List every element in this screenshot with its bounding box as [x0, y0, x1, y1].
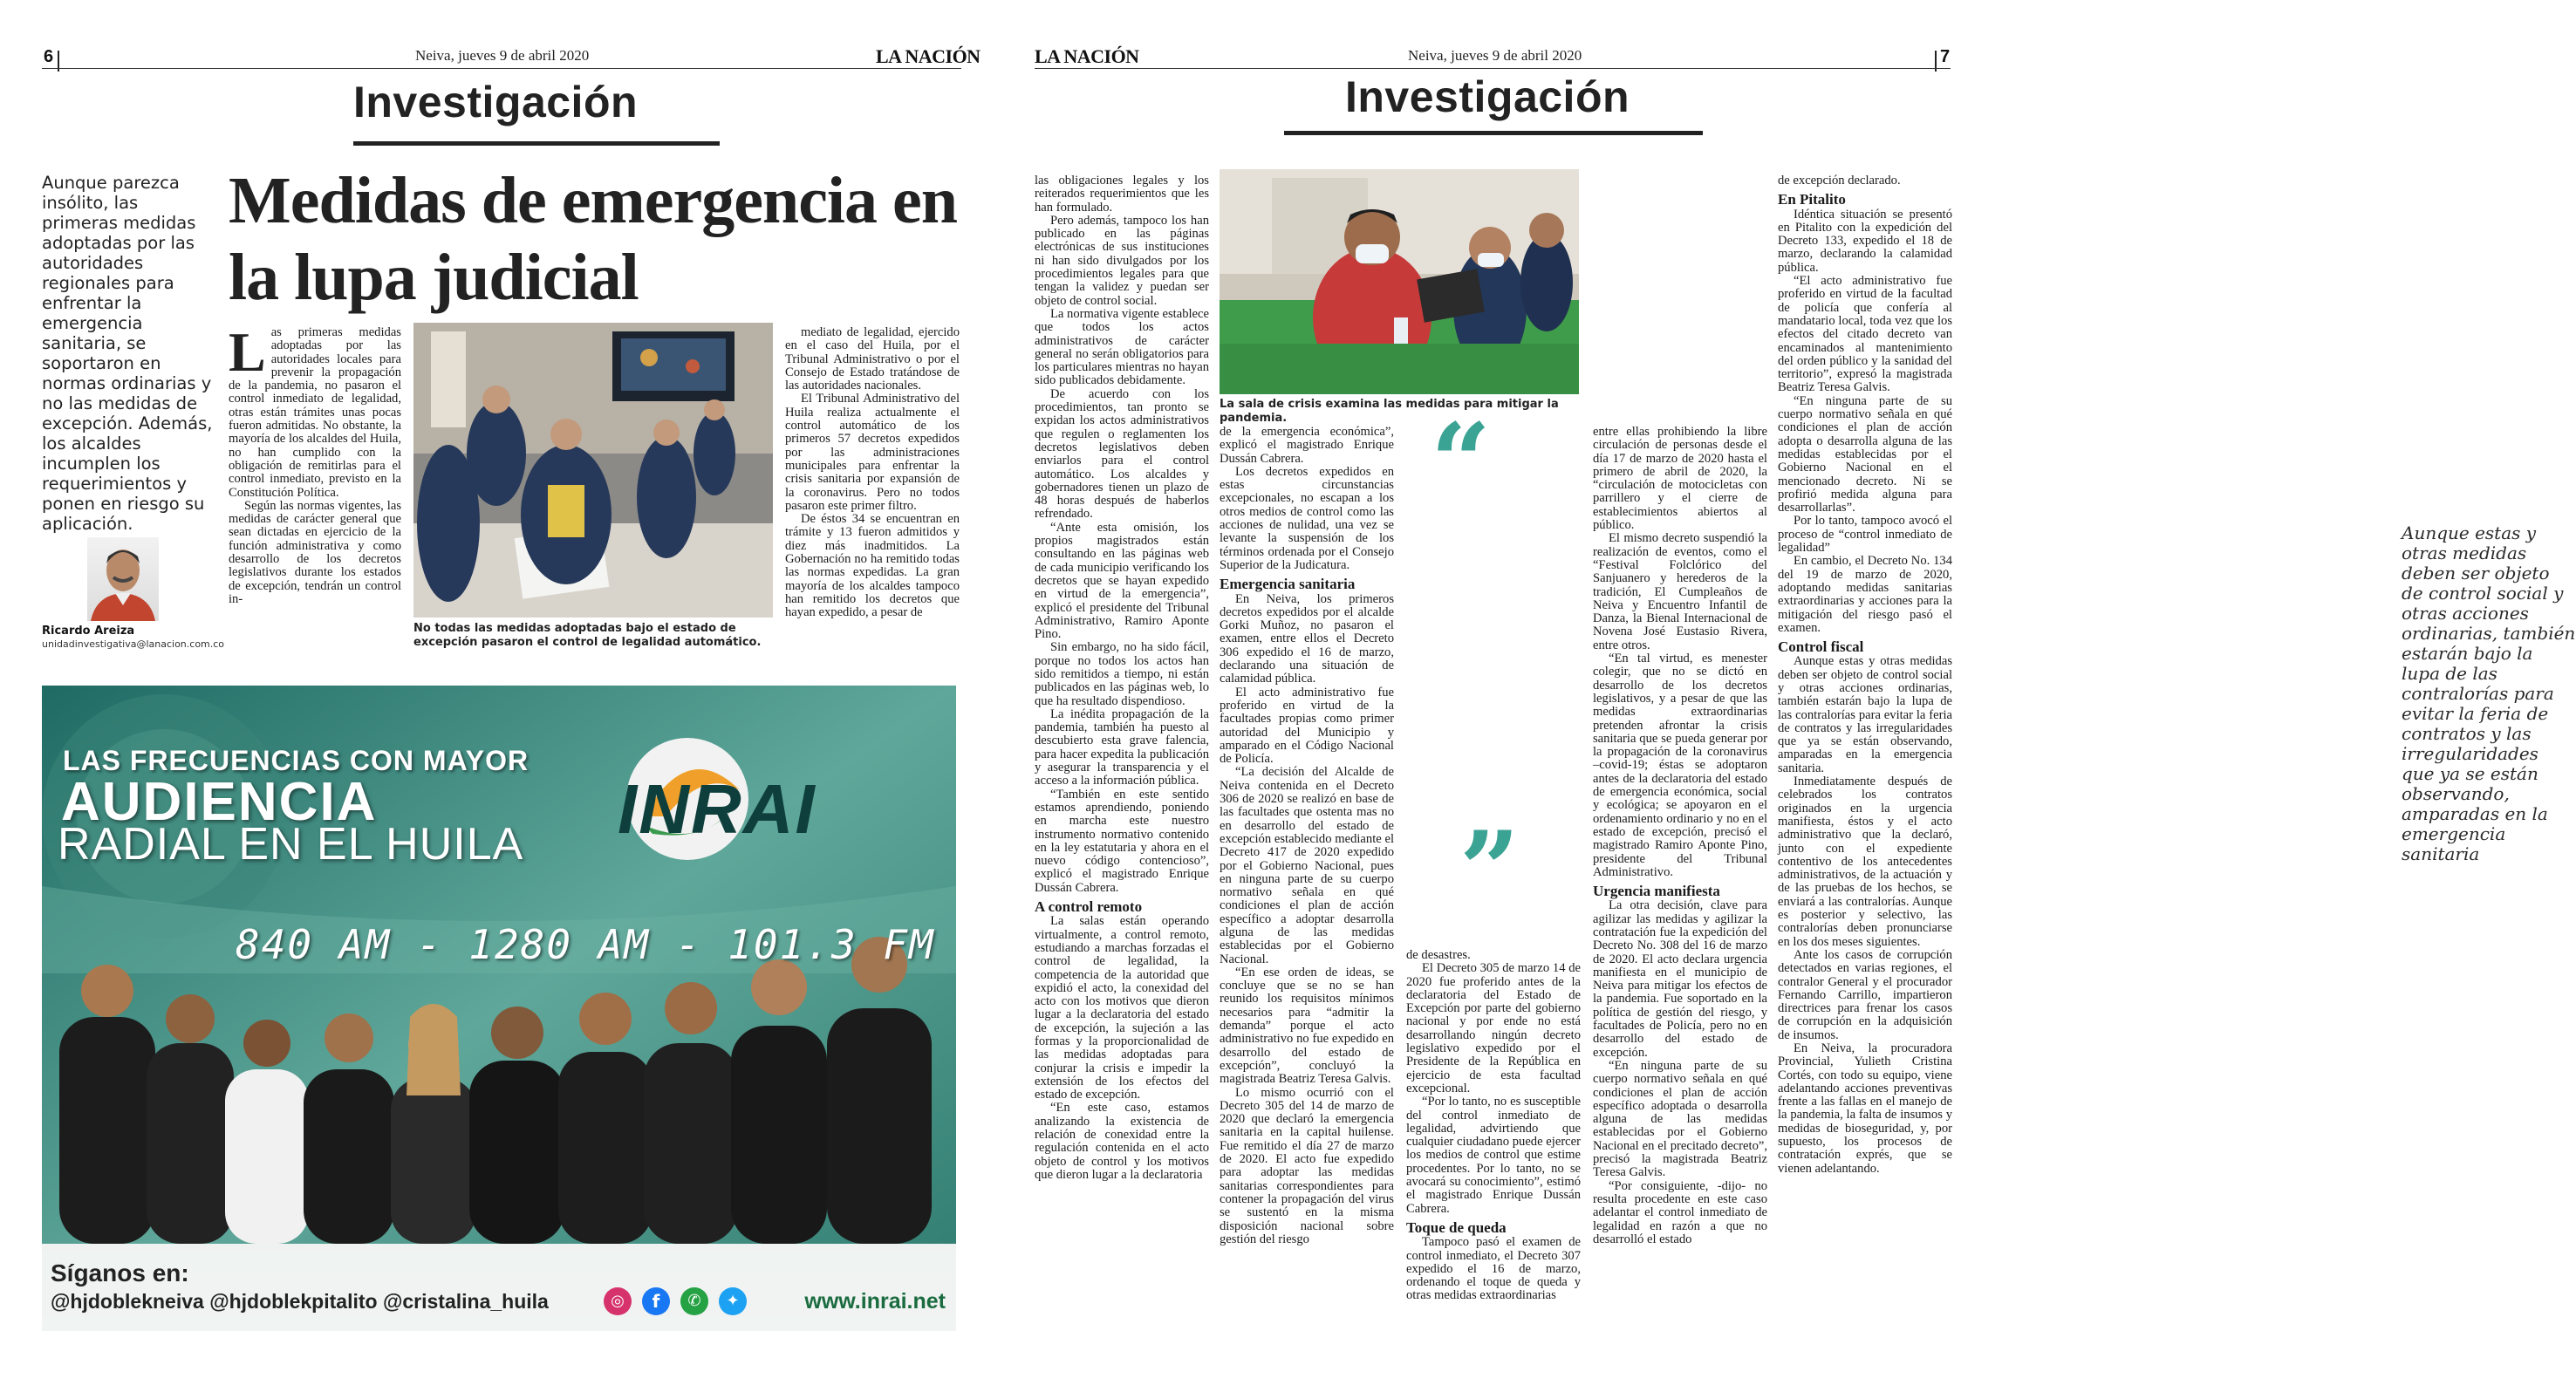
twitter-icon: ✦ [719, 1287, 747, 1315]
left-page [0, 0, 994, 1399]
body-column-1 [229, 321, 401, 656]
body-column-3 [1406, 949, 1581, 1352]
paragraph: El acto administrativo fue proferido en virtud de la facultades propias como primer autoridad del Municipio y amparado en el Código Nacional de Policía. [1220, 685, 1394, 767]
paragraph: de la emergencia económica”, explicó el magistrado Enrique Dussán Cabrera. [1220, 425, 1394, 466]
close-quote-mark: ” [1459, 809, 1520, 932]
article-headline: Medidas de emergencia en la lupa judicial [229, 164, 958, 314]
paragraph: “En ninguna parte de su cuerpo normativo señala en qué condiciones el plan de acción específico adoptada o desarrolla alguna de las medidas establecidas por el Gobierno Nacional en el precitado decreto”, precisó la magistrada Beatriz Teresa Galvis. [1593, 1058, 1767, 1180]
ad-line-1: LAS FRECUENCIAS CON MAYOR [63, 745, 530, 776]
paragraph: “En este caso, estamos analizando la existencia de relación de conexidad entre la regulación contenida en el acto objeto de control y los motivos que dieron lugar a la declaratoria [1035, 1101, 1209, 1182]
subheading: Control fiscal [1778, 638, 1864, 656]
ad-footer-band [42, 1244, 956, 1331]
subheading: A control remoto [1035, 898, 1143, 916]
open-quote-mark: “ [1431, 400, 1492, 523]
ad-website-url: www.inrai.net [804, 1289, 946, 1314]
dateline: Neiva, jueves 9 de abril 2020 [1408, 47, 1582, 64]
paragraph: Los decretos expedidos en estas circunstancias excepcionales, no escapan a los otros medios de control como las acciones de nulidad, una vez se levante la suspensión de los términos ordenada por el Consejo Superior de la Judicatura. [1220, 464, 1394, 572]
paragraph: Lo mismo ocurrió con el Decreto 305 del 14 de marzo de 2020 que declaró la emergencia sanitaria en la capital huilense. Fue remitido el día 27 de marzo de 2020. El acto fue expedido para adoptar las medidas sanitarias correspondientes para contener la propagación del virus se sustentó en la misma disposición nacional sobre gestión del riesgo [1220, 1085, 1394, 1246]
subheading: Toque de queda [1406, 1218, 1507, 1236]
paragraph: Tampoco pasó el examen de control inmediato, el Decreto 307 expedido el 16 de marzo, ordenando el toque de queda y otras medidas extraordinarias [1406, 1235, 1581, 1303]
page-number: 7 [1940, 47, 1951, 66]
paragraph: Por lo tanto, tampoco avocó el proceso de “control inmediato de legalidad” [1778, 514, 1952, 556]
paragraph: “Por consiguiente, -dijo- no resulta procedente en este caso adelantar el control inmediato de legalidad en razón a que no desarrolló el estado [1593, 1178, 1767, 1246]
paragraph: El Tribunal Administrativo del Huila realiza actualmente el control automático de los primeros 57 decretos expedidos por las administraciones municipales para enfrentar la crisis sanitaria por expansión de la coronavirus. Pero no todos pasaron este primer filtro. [785, 392, 960, 513]
paragraph: La otra decisión, clave para agilizar las medidas y agilizar la contratación fue la expedición del Decreto No. 308 del 16 de marzo de 2020. El acto declara urgencia manifiesta en el municipio de Neiva para mitigar los efectos de la pandemia. Fue soportado en la política de gestión del riesgo, y facultades de Policía, pero no en desarrollo del estado de excepción. [1593, 898, 1767, 1060]
subheading: Urgencia manifiesta [1593, 883, 1720, 900]
paragraph: de excepción declarado. [1778, 174, 1901, 188]
facebook-icon: f [642, 1287, 670, 1315]
instagram-icon: ◎ [604, 1287, 632, 1315]
header-rule [42, 68, 961, 69]
body-column-2 [1220, 426, 1394, 1352]
author-photo [87, 537, 159, 621]
ad-line-2: AUDIENCIA [61, 772, 378, 832]
body-column-2 [785, 326, 960, 656]
paragraph: Según las normas vigentes, las medidas de carácter general que sean dictadas en ejercicio de la función administrativa y como desarrollo de los decretos legislativos durante los estados de excepción, tendrán un control in- [229, 498, 401, 606]
section-title: Investigación [353, 78, 639, 126]
paragraph: Idéntica situación se presentó en Pitalito con la expedición del Decreto 133, expedido el 18 de marzo, declarando la calamidad pública. [1778, 207, 1952, 275]
author-email: unidadinvestigativa@lanacion.com.co [42, 638, 225, 650]
whatsapp-icon: ✆ [680, 1287, 708, 1315]
section-title: Investigación [1345, 72, 1630, 121]
photo-caption: La sala de crisis examina las medidas para mitigar la pandemia. [1220, 398, 1559, 425]
paragraph: “Por lo tanto, no es susceptible del control inmediato de legalidad, advirtiendo que cualquier ciudadano puede ejercer los medios de control que estime procedentes. Por lo tanto, no se avocará su conocimiento”, estimó el magistrado Enrique Dussán Cabrera. [1406, 1095, 1581, 1216]
radio-advertisement [42, 686, 956, 1331]
ad-brand-logo: INRAI [618, 770, 817, 848]
author-name: Ricardo Areiza [42, 624, 135, 638]
article-deck: Aunque parezca insólito, las primeras medidas adoptadas por las autoridades regionales para enfrentar la emergencia sanitaria, se soportaron en normas ordinarias y no las medidas de excepción. Además, los alcaldes incumplen los requerimientos y ponen en riesgo su aplicación. [42, 173, 213, 534]
paragraph: Pero además, tampoco los han publicado en las páginas electrónicas de sus instituciones ni han sido divulgados por los procedimientos legales para que tengan la validez y puedan ser objeto de control social. [1035, 213, 1209, 308]
crisis-room-photo [413, 323, 773, 618]
header-rule [1035, 68, 1951, 69]
body-column-1 [1035, 174, 1209, 1352]
paragraph: En cambio, el Decreto No. 134 del 19 de marzo de 2020, adoptando medidas sanitarias extraordinarias y acciones para la mitigación del riesgo pasó el examen. [1778, 554, 1952, 635]
paragraph: “Ante esta omisión, los propios magistrados están consultando en las páginas web de cada municipio verificando los decretos que se hayan expedido en virtud de la emergencia”, explicó el presidente del Tribunal Administrativo, Ramiro Aponte Pino. [1035, 520, 1209, 642]
dateline: Neiva, jueves 9 de abril 2020 [415, 47, 590, 64]
paragraph: De acuerdo con los procedimientos, tan pronto se expidan los actos administrativos que regulen o reglamenten los decretos legislativos deben enviarlos para el control automático. Los alcaldes y gobernadores tienen un plazo de 48 horas después de haberlos refrendado. [1035, 386, 1209, 522]
paragraph: mediato de legalidad, ejercido en el caso del Huila, por el Tribunal Administrativo o por el Consejo de Estado tratándose de las autoridades nacionales. [785, 325, 960, 393]
paragraph: “En tal virtud, es menester colegir, que no se dictó en desarrollo de los decretos legislativos, y a pesar de que las medidas extraordinarias pretenden afrontar la crisis sanitaria que se pueda generar por la propagación de la coronavirus –covid-19; éstas se adoptaron antes de la declaratoria del estado de emergencia económica, social y ecológica; se apoyaron en el ordenamiento ordinario y no en el estado de excepción, precisó el magistrado Ramiro Aponte Pino, presidente del Tribunal Administrativo. [1593, 652, 1767, 879]
ad-line-3: RADIAL EN EL HUILA [58, 819, 524, 870]
paragraph: Ante los casos de corrupción detectados en varias regiones, el contralor General y el procurador Fernando Carrillo, impartieron directrices para frenar los casos de corrupción en la adquisición de insumos. [1778, 947, 1952, 1042]
pull-quote: Aunque estas y otras medidas deben ser objeto de control social y otras acciones ordinarias, también estarán bajo la lupa de las contralorías para evitar la feria de contratos y las irregularidades que ya se están observando, amparadas en la emergencia sanitaria [2402, 522, 2576, 864]
masthead: LA NACIÓN [876, 45, 981, 67]
ad-follow-label: Síganos en: [51, 1259, 189, 1286]
paragraph: La inédita propagación de la pandemia, también ha puesto al descubierto esta grave falencia, para hacer expedita la publicación y asegurar la transparencia y el acceso a la información pública. [1035, 706, 1209, 788]
paragraph: El mismo decreto suspendió la realización de eventos, como el “Festival Folclórico del Sanjuanero y herederos de la tradición, El Cumpleaños de Neiva y Encuentro Infantil de Danza, la Bienal Internacional de Novena José Eustasio Rivera, entre otros. [1593, 531, 1767, 652]
paragraph: “En ninguna parte de su cuerpo normativo señala en qué condiciones el plan de acción adopta o desarrolla alguna de las medidas establecidas por el Gobierno Nacional en el mencionado decreto. Ni se profirió medida alguna para desarrollarlas”. [1778, 393, 1952, 515]
ad-social-handles: @hjdoblekneiva @hjdoblekpitalito @cristalina_huila [51, 1290, 549, 1313]
crisis-room-photo [1220, 169, 1579, 394]
paragraph: En Neiva, los primeros decretos expedidos por el alcalde Gorki Muñoz, no pasaron el examen, entre ellos el Decreto 306 expedido el 16 de marzo, declarando una situación de calamidad pública. [1220, 591, 1394, 686]
paragraph: “El acto administrativo fue proferido en virtud de la facultad de policía que confería al mandatario local, toda vez que los efectos del citado decreto van encaminados al mantenimiento del orden público y la sanidad del territorio”, expresó la magistrada Beatriz Teresa Galvis. [1778, 274, 1952, 395]
paragraph: entre ellas prohibiendo la libre circulación de personas desde el día 17 de marzo de 2020 hasta el primero de abril de 2020, la “circulación de motocicletas con parrillero y el cierre de establecimientos abiertos al público. [1593, 425, 1767, 533]
paragraph: “También en este sentido estamos aprendiendo, poniendo en marcha este nuestro instrumento normativo contenido en la ley estatutaria y ahora en el nuevo código contencioso”, explicó el magistrado Enrique Dussán Cabrera. [1035, 787, 1209, 895]
ad-frequencies: 840 AM - 1280 AM - 101.3 FM [236, 921, 935, 968]
paragraph: Sin embargo, no ha sido fácil, porque no todos los actos han sido remitidos a tiempo, ni están publicados en las páginas web, lo que ha resultado dispendioso. [1035, 640, 1209, 708]
paragraph: De éstos 34 se encuentran en trámite y 13 fueron admitidos y diez más inadmitidos. La Gobernación no ha remitido todas las normas expedidas. La gran mayoría de los alcaldes tampoco han remitido los decretos que hayan expedido, a pesar de [785, 512, 960, 620]
page-number: 6 [44, 47, 54, 66]
subheading: Emergencia sanitaria [1220, 576, 1356, 593]
section-rule [1284, 131, 1703, 135]
photo-caption: No todas las medidas adoptadas bajo el estado de excepción pasaron el control de legalidad automático. [413, 622, 762, 649]
paragraph: “La decisión del Alcalde de Neiva contenida en el Decreto 306 de 2020 se realizó en base de las facultades que ostenta mas no en desarrollo del estado de excepción establecido mediante el Decreto 417 de 2020 expedido por el Gobierno Nacional, pues en ninguna parte de su cuerpo normativo señala en qué condiciones el plan de acción específico a adoptar desarrolla alguna de las medidas establecidas por el Gobierno Nacional. [1220, 765, 1394, 966]
paragraph: El Decreto 305 de marzo 14 de 2020 fue proferido antes de la declaratoria del Estado de Excepción por parte del gobierno nacional y por ende no está desarrollando ningún decreto legislativo expedido por el Presidente de la República en ejercicio de esta facultad excepcional. [1406, 961, 1581, 1095]
body-column-4 [1593, 426, 1767, 1352]
section-rule [353, 141, 720, 146]
paragraph: Aunque estas y otras medidas deben ser objeto de control social y otras acciones ordinarias, también estarán bajo la lupa de las contralorías para evitar la feria de contratos y las irregularidades que ya se están observando, amparadas en la emergencia sanitaria. [1778, 654, 1952, 775]
paragraph: En Neiva, la procuradora Provincial, Yulieth Cristina Cortés, con todo su equipo, viene adelantando acciones preventivas frente a las fallas en el manejo de la pandemia, la falta de insumos y medidas de bioseguridad, y, por supuesto, los procesos de contratación exprés, que se vienen adelantando. [1778, 1041, 1952, 1176]
paragraph: de desastres. [1406, 948, 1471, 962]
paragraph: Inmediatamente después de celebrados los contratos originados en la urgencia manifiesta, éstos y el acto administrativo que la declaró, junto con el expediente contentivo de los antecedentes administrativos, de la actuación y de las pruebas de los hechos, se enviará a las contralorías. Aunque es posterior y selectivo, las contralorías deben pronunciarse en los dos meses siguientes. [1778, 775, 1952, 949]
masthead: LA NACIÓN [1035, 45, 1139, 67]
paragraph: “En ese orden de ideas, se concluye que se no se han reunido los requisitos mínimos necesarios para “admitir la demanda” porque el acto administrativo no fue expedido en desarrollo del estado de excepción”, concluyó la magistrada Beatriz Teresa Galvis. [1220, 965, 1394, 1087]
right-page [994, 0, 2576, 1399]
paragraph: La salas están operando virtualmente, a control remoto, estudiando a marchas forzadas el control de legalidad, la competencia de la autoridad que expidió el acto, la conexidad del acto con los motivos que dieron lugar a la declaratoria del estado de excepción, la sujeción a las formas y la proporcionalidad de las medidas adoptadas para conjurar la crisis e impedir la extensión de los efectos del estado de excepción. [1035, 914, 1209, 1102]
subheading: En Pitalito [1778, 191, 1846, 208]
drop-cap: L [229, 321, 266, 383]
paragraph: La normativa vigente establece que todos los actos administrativos de carácter general no serán obligatorios para los particulares mientras no hayan sido publicados debidamente. [1035, 306, 1209, 388]
paragraph: as primeras medidas adoptadas por las autoridades locales para prevenir la propagación de la pandemia, no pasaron el control inmediato de legalidad, otras están trámites unas pocas fueron admitidas. No obstante, la mayoría de los alcaldes del Huila, no han cumplido con la obligación de remitirlas para el control inmediato, previsto en la Constitución Política. [229, 325, 401, 500]
paragraph: las obligaciones legales y los reiterados requerimientos que les han formulado. [1035, 174, 1209, 215]
body-column-5 [1778, 174, 1952, 1352]
